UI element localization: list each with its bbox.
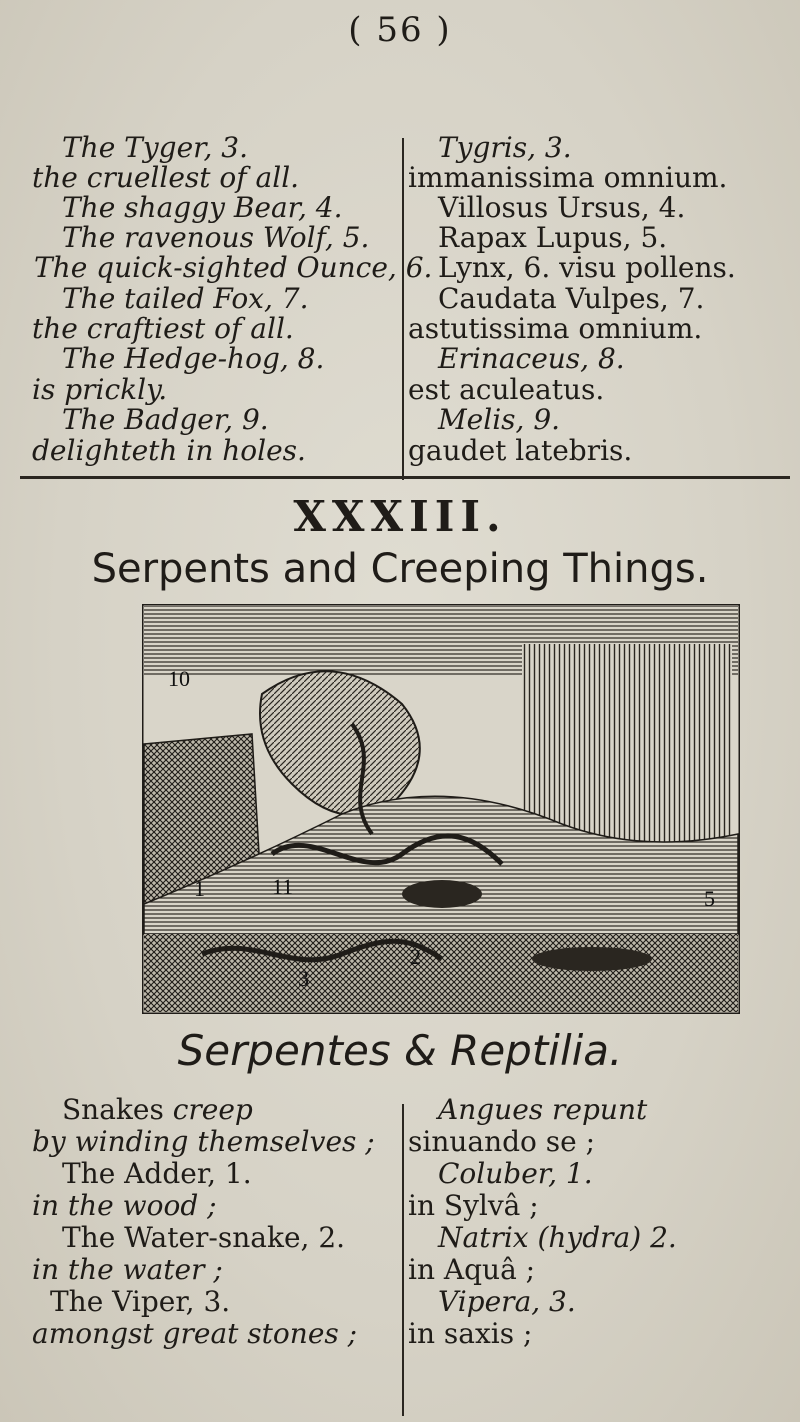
left-line: The Tyger, 3. (62, 131, 248, 164)
left-line: The tailed Fox, 7. (62, 282, 309, 315)
figure-label: 1 (194, 876, 205, 901)
left-line: delighteth in holes. (32, 434, 306, 467)
illustration-caption: Serpentes & Reptilia. (177, 1026, 623, 1075)
woodcut-illustration (142, 604, 740, 1014)
right-line: in saxis ; (408, 1317, 533, 1350)
figure-label: 3 (298, 966, 309, 991)
left-line: in the wood ; (32, 1189, 217, 1222)
left-line: The Adder, 1. (62, 1157, 252, 1190)
right-line: Rapax Lupus, 5. (438, 221, 668, 254)
left-line: the craftiest of all. (32, 312, 294, 345)
column-divider (402, 138, 404, 480)
left-line: is prickly. (32, 373, 168, 406)
left-line: The shaggy Bear, 4. (62, 191, 343, 224)
column-divider (402, 1104, 404, 1416)
right-line: Villosus Ursus, 4. (438, 191, 686, 224)
right-line: in Sylvâ ; (408, 1189, 539, 1222)
right-line: Caudata Vulpes, 7. (438, 282, 705, 315)
chapter-title: Serpents and Creeping Things. (91, 546, 709, 592)
figure-label: 10 (168, 666, 190, 691)
right-line: Erinaceus, 8. (438, 342, 625, 375)
woodcut-ground (144, 934, 738, 1012)
right-line: Natrix (hydra) 2. (438, 1221, 677, 1254)
crocodile (532, 947, 652, 971)
page-number: ( 56 ) (348, 10, 452, 50)
right-line: Angues repunt (438, 1093, 648, 1126)
right-line: sinuando se ; (408, 1125, 596, 1158)
right-line: astutissima omnium. (408, 312, 703, 345)
right-line: in Aquâ ; (408, 1253, 536, 1286)
left-line: The Viper, 3. (50, 1285, 231, 1318)
left-line: by winding themselves ; (32, 1125, 375, 1158)
right-line: Lynx, 6. visu pollens. (438, 251, 736, 284)
left-line: in the water ; (32, 1253, 223, 1286)
left-line: The quick-sighted Ounce, 6. (34, 251, 433, 284)
figure-label: 11 (272, 874, 294, 899)
left-line: Snakes creep (62, 1093, 253, 1126)
chapter-number: XXXIII. (293, 492, 507, 541)
right-line: Melis, 9. (438, 403, 561, 436)
right-line: Coluber, 1. (438, 1157, 593, 1190)
right-line: Vipera, 3. (438, 1285, 576, 1318)
left-line: The Badger, 9. (62, 403, 269, 436)
right-line: immanissima omnium. (408, 161, 728, 194)
left-line: The Hedge-hog, 8. (62, 342, 325, 375)
figure-label: 2 (410, 944, 421, 969)
left-line: the cruellest of all. (32, 161, 300, 194)
left-line: amongst great stones ; (32, 1317, 358, 1350)
left-line: The Water-snake, 2. (62, 1221, 346, 1254)
section-divider (20, 476, 790, 479)
right-line: Tygris, 3. (438, 131, 572, 164)
right-line: gaudet latebris. (408, 434, 633, 467)
lizard (402, 880, 482, 908)
left-line: The ravenous Wolf, 5. (62, 221, 370, 254)
figure-label: 5 (704, 886, 715, 911)
right-line: est aculeatus. (408, 373, 605, 406)
